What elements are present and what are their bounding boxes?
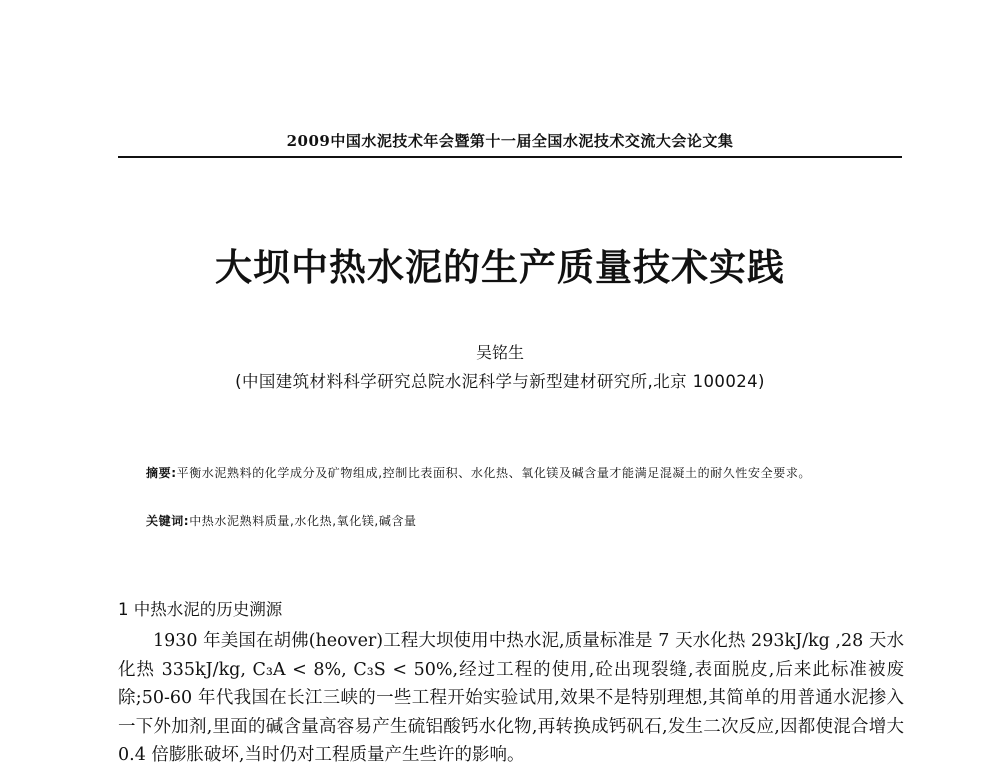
- keywords-text: 中热水泥熟料质量,水化热,氧化镁,碱含量: [189, 514, 417, 528]
- body-paragraph: 1930 年美国在胡佛(heover)工程大坝使用中热水泥,质量标准是 7 天水化热 293kJ/kg ,28 天水化热 335kJ/kg, C₃A < 8%, C₃S < 50%,经过工程的使用,砼出现裂缝,表面脱皮,后来此标准被废除;50-60 年代我国在长江三峡的一些工程开始实验试用,效果不是特别理想,其简单的用普通水泥掺入一下外加剂,里面的碱含量高容易产生硫铝酸钙水化物,再转换成钙矾石,发生二次反应,因都使混合增大 0.4 倍膨胀破坏,当时仍对工程质量产生些许的影响。: [118, 631, 904, 765]
- article-title: 大坝中热水泥的生产质量技术实践: [215, 245, 785, 289]
- abstract: [146, 462, 886, 484]
- article-author: 吴铭生: [475, 343, 524, 362]
- abstract-label: 摘要:: [146, 466, 177, 480]
- header-rule: [118, 156, 902, 158]
- running-header-title: 2009中国水泥技术年会暨第十一届全国水泥技术交流大会论文集: [286, 132, 734, 150]
- section-heading: 1 中热水泥的历史溯源: [118, 600, 283, 619]
- keywords-label: 关键词:: [146, 514, 190, 528]
- abstract-text: 平衡水泥熟料的化学成分及矿物组成,控制比表面积、水化热、氧化镁及碱含量才能满足混凝土的耐久性安全要求。: [176, 466, 812, 480]
- keywords: [146, 510, 886, 532]
- article-affiliation: (中国建筑材料科学研究总院水泥科学与新型建材研究所,北京 100024): [235, 372, 765, 391]
